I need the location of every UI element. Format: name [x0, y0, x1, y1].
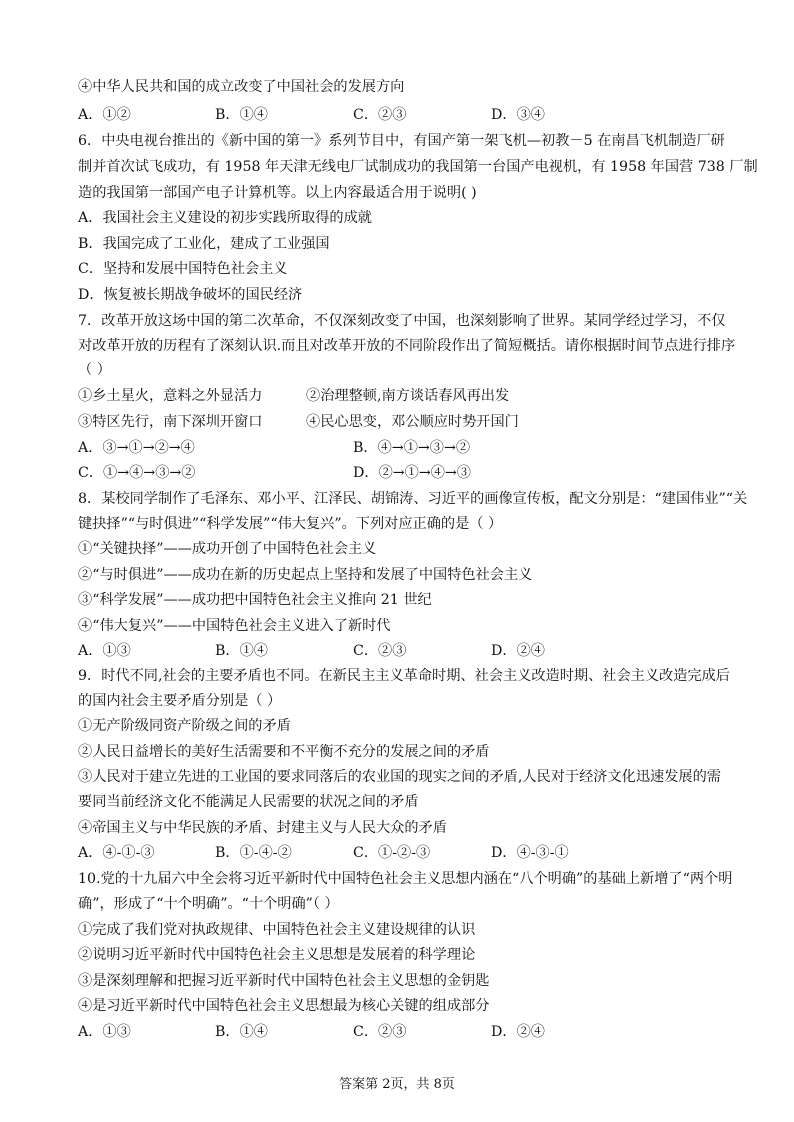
q7-stem-line-2: 对改革开放的历程有了深刻认识.而且对改革开放的不同阶段作出了简短概括。请你根据时间节点进行排序 — [78, 338, 736, 354]
q6-choice-c: C．坚持和发展中国特色社会主义 — [78, 261, 288, 277]
q7-item-4: ④民心思变，邓公顺应时势开国门 — [306, 414, 519, 430]
q10-option-d: D．②④ — [491, 1024, 545, 1040]
q9-option-a: A．④-①-③ — [78, 845, 155, 861]
q6-stem-line-3: 造的我国第一部国产电子计算机等。以上内容最适合用于说明( ) — [78, 185, 477, 201]
q6-choice-a: A．我国社会主义建设的初步实践所取得的成就 — [78, 210, 372, 226]
q9-option-c: C．①-②-③ — [353, 845, 431, 861]
q7-item-3: ③特区先行，南下深圳开窗口 — [78, 414, 263, 430]
prev-option-c: C．②③ — [353, 107, 407, 123]
q6-choice-d: D．恢复被长期战争破坏的国民经济 — [78, 287, 303, 303]
prev-option-b: B．①④ — [215, 107, 268, 123]
q10-item-3: ③是深刻理解和把握习近平新时代中国特色社会主义思想的金钥匙 — [78, 973, 490, 989]
q10-item-4: ④是习近平新时代中国特色社会主义思想最为核心关键的组成部分 — [78, 998, 490, 1014]
q9-item-4: ④帝国主义与中华民族的矛盾、封建主义与人民大众的矛盾 — [78, 820, 447, 836]
q9-stem-line-1: 9．时代不同,社会的主要矛盾也不同。在新民主主义革命时期、社会主义改造时期、社会主义改造完成后 — [78, 668, 730, 684]
q8-option-c: C．②③ — [353, 643, 407, 659]
q9-option-d: D．④-③-① — [491, 845, 569, 861]
q7-stem-line-3: （ ） — [78, 362, 111, 378]
q10-item-1: ①完成了我们党对执政规律、中国特色社会主义建设规律的认识 — [78, 922, 476, 938]
q6-choice-b: B．我国完成了工业化，建成了工业强国 — [78, 236, 330, 252]
q6-stem-line-2: 制并首次试飞成功，有 1958 年天津无线电厂试制成功的我国第一台国产电视机，有 1958 年国营 738 厂制 — [78, 159, 758, 175]
q8-stem-line-1: 8．某校同学制作了毛泽东、邓小平、江泽民、胡锦涛、习近平的画像宣传板，配文分别是：“建国伟业”“关 — [78, 491, 748, 507]
q7-option-b: B．④→①→③→② — [353, 440, 471, 456]
q10-item-2: ②说明习近平新时代中国特色社会主义思想是发展着的科学理论 — [78, 947, 476, 963]
q8-option-d: D．②④ — [491, 643, 545, 659]
q10-stem-line-2: 确”，形成了“十个明确”。“十个明确”（ ） — [78, 896, 339, 912]
q10-option-a: A．①③ — [78, 1024, 131, 1040]
q10-stem-line-1: 10.党的十九届六中全会将习近平新时代中国特色社会主义思想内涵在“八个明确”的基础上新增了“两个明 — [78, 871, 733, 887]
q8-option-a: A．①③ — [78, 643, 131, 659]
q7-option-d: D．②→①→④→③ — [353, 465, 471, 481]
q10-option-b: B．①④ — [215, 1024, 268, 1040]
prev-item-4: ④中华人民共和国的成立改变了中国社会的发展方向 — [78, 79, 405, 95]
q9-item-3-line-1: ③人民对于建立先进的工业国的要求同落后的农业国的现实之间的矛盾,人民对于经济文化迅速发展的需 — [78, 769, 721, 785]
q8-item-1: ①“关键抉择”——成功开创了中国特色社会主义 — [78, 541, 377, 557]
q7-option-a: A．③→①→②→④ — [78, 440, 195, 456]
q9-option-b: B．①-④-② — [215, 845, 292, 861]
q8-option-b: B．①④ — [215, 643, 268, 659]
q9-item-1: ①无产阶级同资产阶级之间的矛盾 — [78, 718, 291, 734]
q9-item-2: ②人民日益增长的美好生活需要和不平衡不充分的发展之间的矛盾 — [78, 744, 490, 760]
q8-item-2: ②“与时俱进”——成功在新的历史起点上坚持和发展了中国特色社会主义 — [78, 567, 533, 583]
q8-item-4: ④“伟大复兴”——中国特色社会主义进入了新时代 — [78, 618, 391, 634]
q9-stem-line-2: 的国内社会主要矛盾分别是（ ） — [78, 693, 282, 709]
q8-stem-line-2: 键抉择”“与时俱进”“科学发展”“伟大复兴”。下列对应正确的是（ ） — [78, 516, 503, 532]
q7-option-c: C．①→④→③→② — [78, 465, 196, 481]
q7-item-2: ②治理整顿,南方谈话春风再出发 — [306, 388, 510, 404]
q8-item-3: ③“科学发展”——成功把中国特色社会主义推向 21 世纪 — [78, 592, 432, 608]
page-footer: 答案第 2页，共 8页 — [339, 1077, 455, 1092]
q7-item-1: ①乡土星火，意料之外显活力 — [78, 388, 263, 404]
q9-item-3-line-2: 要同当前经济文化不能满足人民需要的状况之间的矛盾 — [78, 794, 419, 810]
prev-option-d: D．③④ — [491, 107, 545, 123]
q10-option-c: C．②③ — [353, 1024, 407, 1040]
q7-stem-line-1: 7．改革开放这场中国的第二次革命，不仅深刻改变了中国，也深刻影响了世界。某同学经过学习，不仅 — [78, 313, 726, 329]
q6-stem-line-1: 6．中央电视台推出的《新中国的第一》系列节目中，有国产第一架飞机—初教－5 在南昌飞机制造厂研 — [78, 133, 725, 149]
prev-option-a: A．①② — [78, 107, 131, 123]
